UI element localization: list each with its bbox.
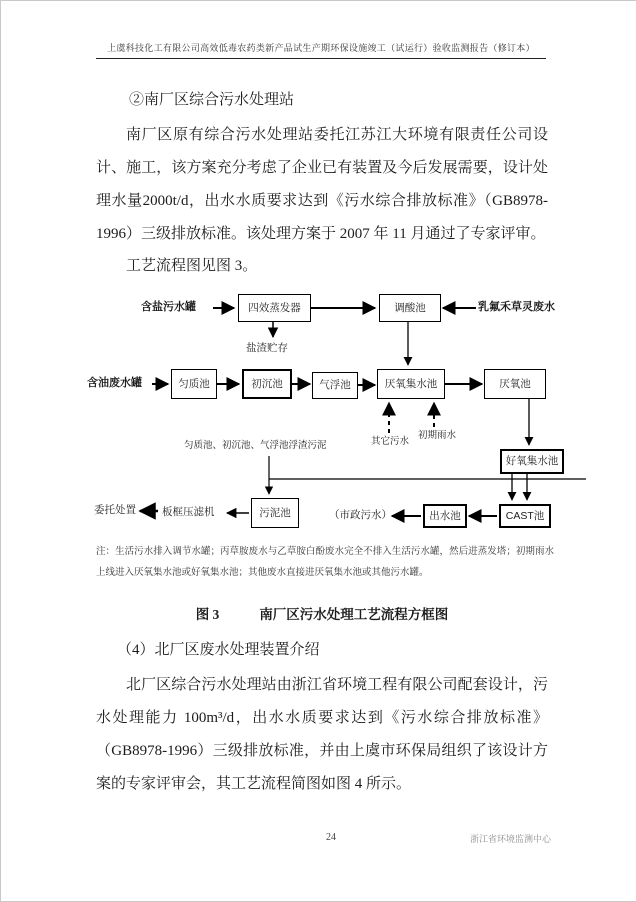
footer-organization: 浙江省环境监测中心	[469, 834, 551, 844]
figure-number: 图 3	[195, 607, 220, 622]
heading-north-plant: （4）北厂区废水处理装置介绍	[117, 642, 320, 658]
box-aerobic-collecting-tank: 好氧集水池	[500, 449, 564, 474]
figure-caption	[96, 603, 548, 623]
figure-title: 南厂区污水处理工艺流程方框图	[259, 607, 449, 622]
diagram-note: 注：生活污水排入调节水罐；丙草胺废水与乙草胺白酚废水完全不排入生活污水罐，然后进蒸发塔；初期雨水上线进入厌氧集水池或好氧集水池；其他废水直接进厌氧集水池或其他污水罐。	[96, 547, 554, 578]
box-anaerobic-collecting-tank: 厌氧集水池	[377, 369, 445, 399]
page-number: 24	[326, 832, 336, 843]
heading-south-plant: ②南厂区综合污水处理站	[129, 92, 295, 108]
box-air-flotation: 气浮池	[312, 372, 358, 399]
label-other-sewage: 其它污水	[371, 436, 410, 447]
label-plate-frame-filter-press: 板框压滤机	[162, 506, 215, 518]
box-primary-sedimentation: 初沉池	[242, 369, 292, 399]
box-acid-adjust-tank: 调酸池	[379, 294, 441, 322]
label-municipal-sewage: （市政污水）	[329, 509, 392, 521]
paragraph-north-plant: 北厂区综合污水处理站由浙江省环境工程有限公司配套设计，污水处理能力 100m³/d，出水水质要求达到《污水综合排放标准》（GB8978-1996）三级排放标准，并由上虞市环保局组织了该设计方案的专家评审会，其工艺流程简图如图 4 所示。	[96, 677, 548, 792]
box-effluent-tank: 出水池	[423, 504, 467, 528]
label-lactofen-wastewater: 乳氟禾草灵废水	[478, 301, 555, 313]
box-homogenizing-tank: 匀质池	[171, 369, 217, 399]
box-cast-tank: CAST池	[499, 504, 551, 528]
page-header-title: 上虞科技化工有限公司高效低毒农药类新产品试生产期环保设施竣工（试运行）验收监测报告（修订本）	[96, 41, 546, 59]
label-salt-sewage-tank: 含盐污水罐	[141, 301, 196, 313]
label-initial-rainwater: 初期雨水	[418, 430, 457, 441]
label-salt-residue-storage: 盐渣贮存	[246, 342, 288, 354]
box-anaerobic-tank: 厌氧池	[484, 369, 546, 399]
box-evaporator: 四效蒸发器	[238, 294, 311, 322]
process-flow-diagram	[86, 289, 586, 547]
paragraph-south-plant: 南厂区原有综合污水处理站委托江苏江大环境有限责任公司设计、施工，该方案充分考虑了企业已有装置及今后发展需要，设计处理水量2000t/d，出水水质要求达到《污水综合排放标准》（GB8978-1996）三级排放标准。该处理方案于 2007 年 11 月通过了专家评审。	[96, 127, 548, 242]
label-sludge-sources: 匀质池、初沉池、气浮池浮渣污泥	[184, 440, 327, 451]
paragraph-flowchart-ref: 工艺流程图见图 3。	[126, 258, 258, 274]
label-oily-wastewater-tank: 含油废水罐	[87, 377, 142, 389]
box-sludge-tank: 污泥池	[251, 498, 299, 528]
label-entrusted-disposal: 委托处置	[94, 504, 136, 516]
